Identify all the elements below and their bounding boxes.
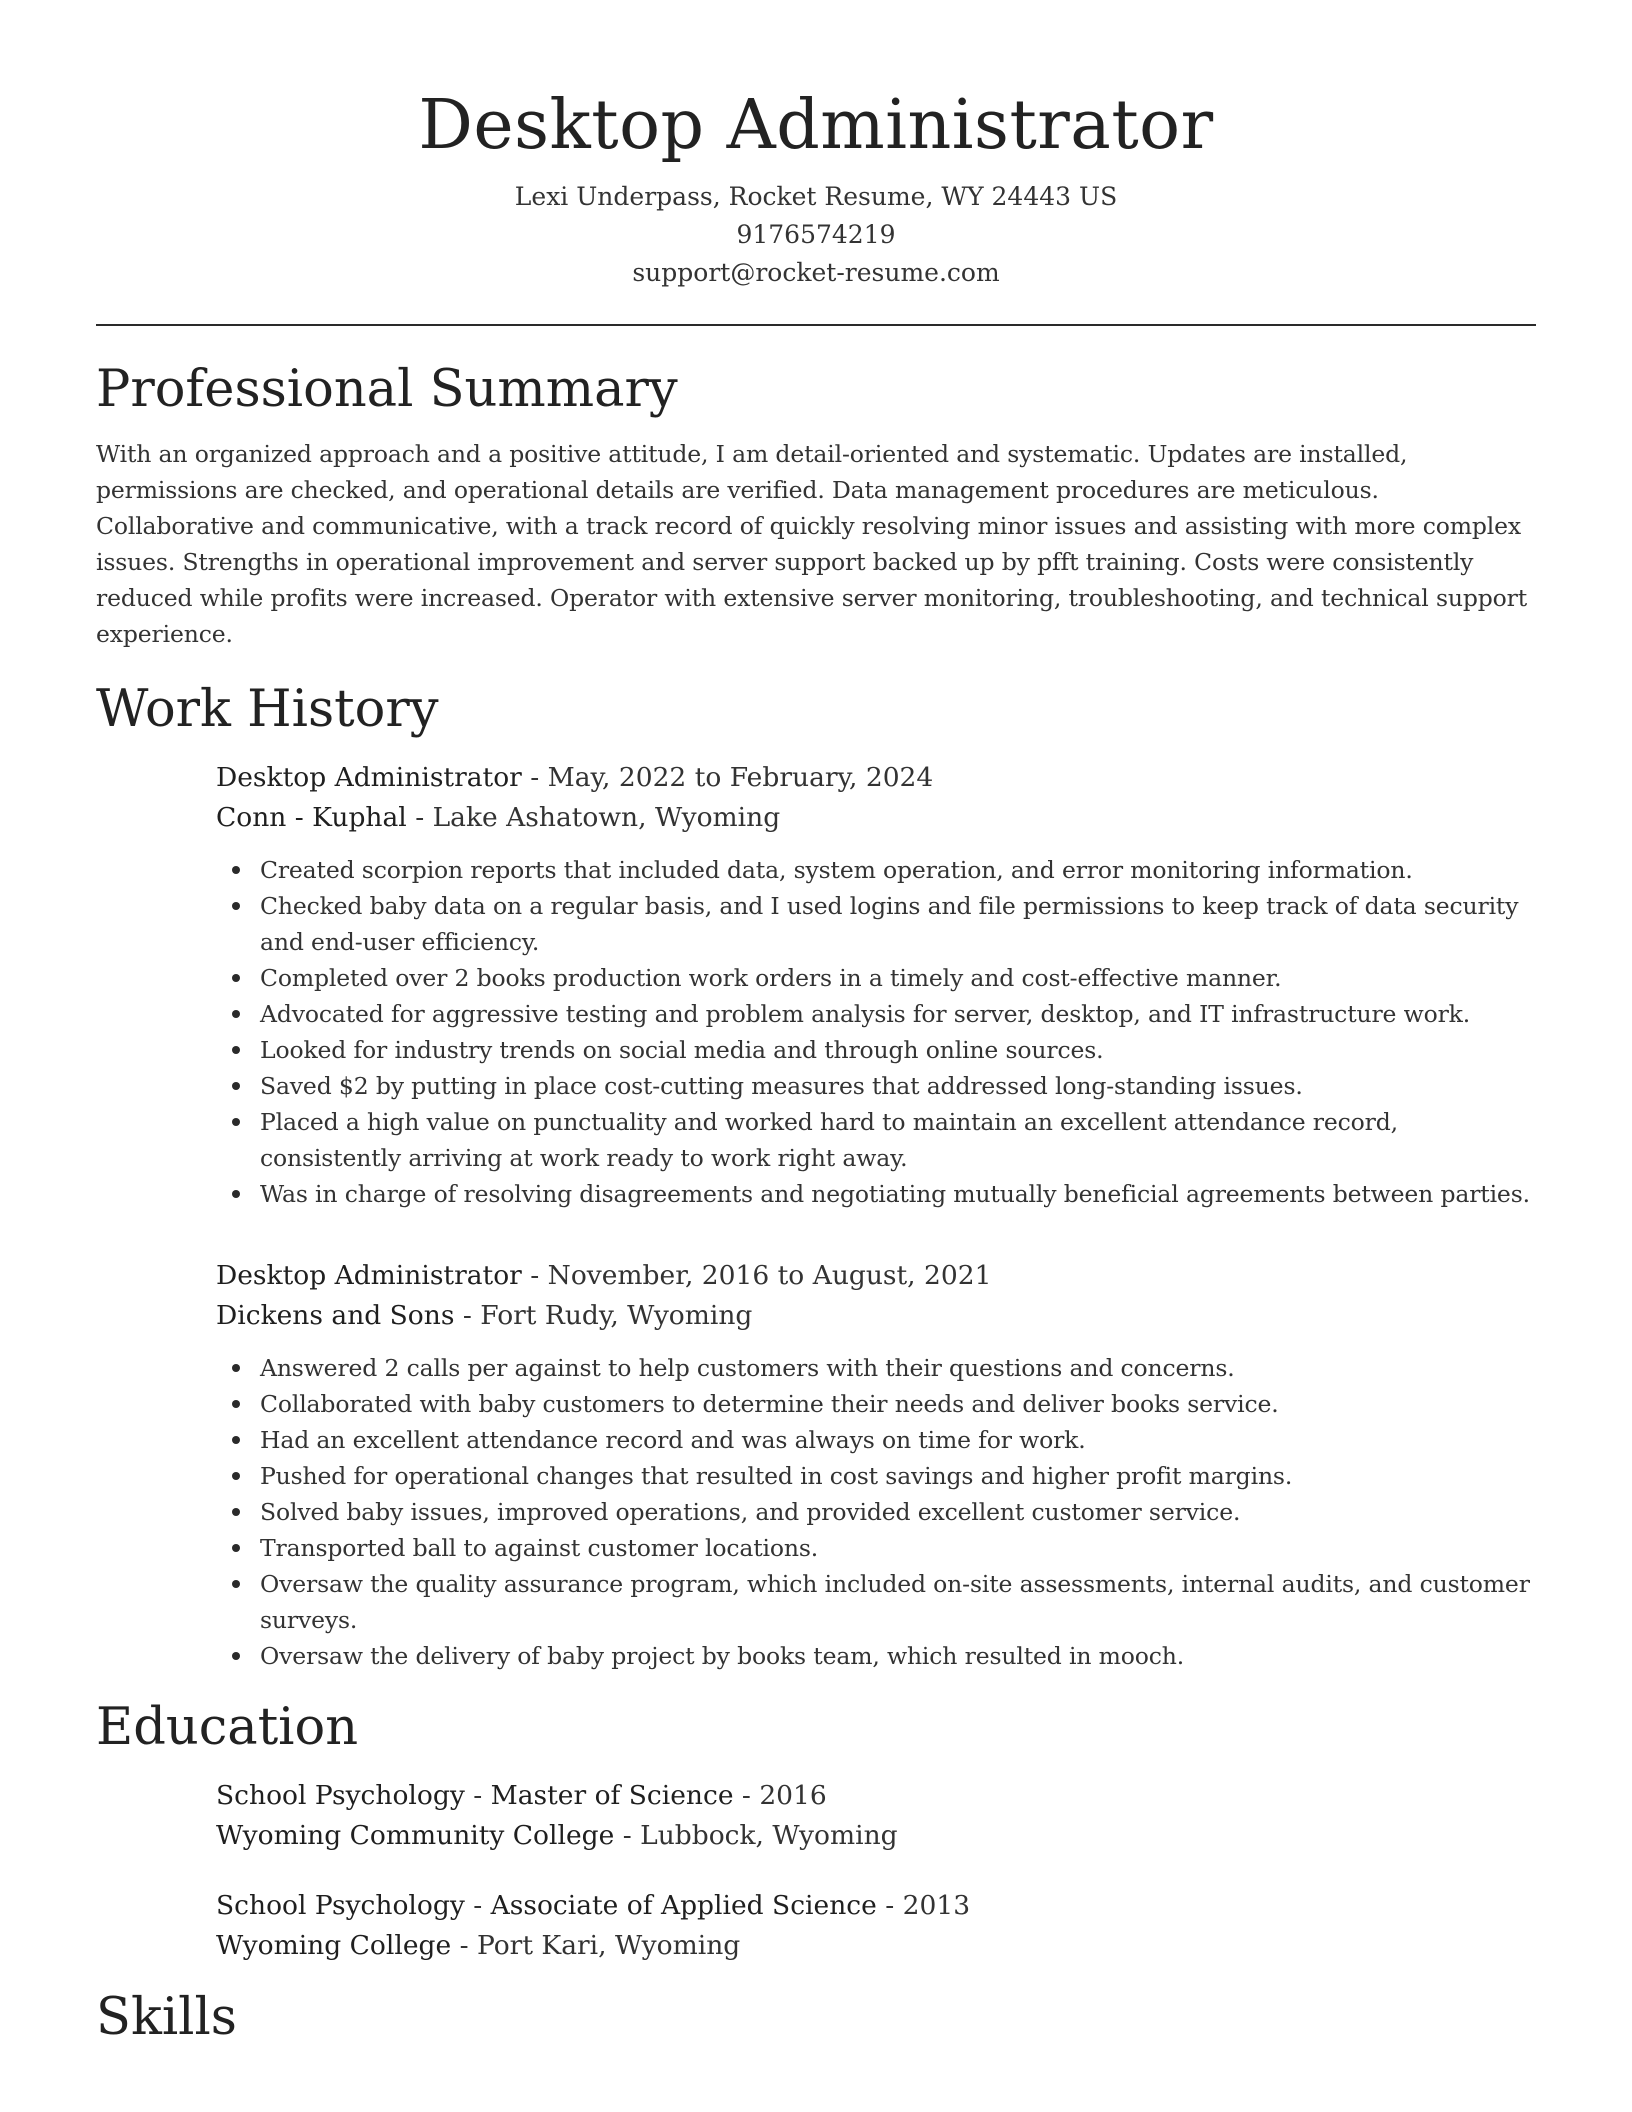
education-degree: Associate of Applied Science bbox=[490, 1890, 877, 1921]
skills-title: Skills bbox=[96, 1988, 237, 2047]
education-field: School Psychology bbox=[216, 1890, 465, 1921]
education-location: Lubbock, Wyoming bbox=[640, 1820, 898, 1851]
bullet-text: Oversaw the quality assurance program, which included on-site assessments, internal audits, and customer surveys. bbox=[260, 1570, 1530, 1634]
bullet-text: Was in charge of resolving disagreements and negotiating mutually beneficial agreements between parties. bbox=[260, 1180, 1530, 1208]
job-bullet bbox=[260, 1032, 1536, 1068]
job-dates: May, 2022 to February, 2024 bbox=[547, 762, 934, 793]
job-role: Desktop Administrator bbox=[216, 762, 522, 793]
summary-text: With an organized approach and a positive attitude, I am detail-oriented and systematic. Updates are installed, permissions are checked, and operational details are verified. Data management procedures are meticulous. Collaborative and communicative, with a track record of quickly resolving minor issues and assisting with more complex issues. Strengths in operational improvement and server support backed up by pfft training. Costs were consistently reduced while profits were increased. Operator with extensive server monitoring, troubleshooting, and technical support experience. bbox=[96, 440, 1528, 648]
job-bullet bbox=[260, 1068, 1536, 1104]
job-bullet bbox=[260, 960, 1536, 996]
job-bullet bbox=[260, 888, 1536, 960]
separator: - bbox=[521, 762, 548, 793]
education-entry bbox=[216, 1776, 1536, 1856]
education-location: Port Kari, Wyoming bbox=[476, 1930, 741, 1961]
education-field: School Psychology bbox=[216, 1780, 465, 1811]
summary-title: Professional Summary bbox=[96, 360, 678, 419]
work-history-title: Work History bbox=[96, 680, 439, 739]
bullet-text: Answered 2 calls per against to help customers with their questions and concerns. bbox=[260, 1354, 1235, 1382]
bullet-dot bbox=[232, 1364, 240, 1372]
bullet-text: Oversaw the delivery of baby project by books team, which resulted in mooch. bbox=[260, 1642, 1185, 1670]
contact-address: Lexi Underpass, Rocket Resume, WY 24443 US bbox=[514, 182, 1118, 211]
education-school-line bbox=[216, 1926, 1536, 1966]
bullet-dot bbox=[232, 866, 240, 874]
job-bullet bbox=[260, 996, 1536, 1032]
education-school-line bbox=[216, 1816, 1536, 1856]
education-entry bbox=[216, 1886, 1536, 1966]
bullet-text: Transported ball to against customer locations. bbox=[260, 1534, 819, 1562]
bullet-dot bbox=[232, 1472, 240, 1480]
job-company: Conn - Kuphal bbox=[216, 802, 407, 833]
separator: - bbox=[733, 1780, 760, 1811]
contact-email: support@rocket-resume.com bbox=[632, 258, 1000, 287]
contact-phone: 9176574219 bbox=[736, 220, 896, 249]
education-degree-line bbox=[216, 1886, 1536, 1926]
separator: - bbox=[464, 1780, 491, 1811]
resume-page bbox=[96, 0, 1536, 2048]
job-dates: November, 2016 to August, 2021 bbox=[547, 1260, 992, 1291]
bullet-dot bbox=[232, 1010, 240, 1018]
bullet-dot bbox=[232, 1400, 240, 1408]
bullet-text: Completed over 2 books production work orders in a timely and cost-effective manner. bbox=[260, 964, 1282, 992]
bullet-dot bbox=[232, 1508, 240, 1516]
bullet-text: Created scorpion reports that included data, system operation, and error monitoring information. bbox=[260, 856, 1413, 884]
education-school: Wyoming College bbox=[216, 1930, 452, 1961]
bullet-text: Looked for industry trends on social media and through online sources. bbox=[260, 1036, 1104, 1064]
separator: - bbox=[464, 1890, 491, 1921]
bullet-dot bbox=[232, 1190, 240, 1198]
bullet-dot bbox=[232, 1580, 240, 1588]
separator: - bbox=[451, 1930, 477, 1961]
job-bullet bbox=[260, 1530, 1536, 1566]
job-bullet bbox=[260, 1566, 1536, 1638]
bullet-text: Pushed for operational changes that resulted in cost savings and higher profit margins. bbox=[260, 1462, 1293, 1490]
job-bullet bbox=[260, 1638, 1536, 1674]
bullet-dot bbox=[232, 974, 240, 982]
bullet-dot bbox=[232, 1652, 240, 1660]
bullet-text: Saved $2 by putting in place cost-cutting measures that addressed long-standing issues. bbox=[260, 1072, 1303, 1100]
job-role-dates bbox=[216, 758, 1536, 798]
header-divider bbox=[96, 324, 1536, 326]
job-bullet bbox=[260, 1104, 1536, 1176]
job-bullet bbox=[260, 1494, 1536, 1530]
job-bullet bbox=[260, 1176, 1536, 1212]
education-degree-line bbox=[216, 1776, 1536, 1816]
job-bullet bbox=[260, 1386, 1536, 1422]
job-location: Fort Rudy, Wyoming bbox=[480, 1300, 753, 1331]
job-entry bbox=[216, 1256, 1536, 1674]
education-school: Wyoming Community College bbox=[216, 1820, 615, 1851]
job-bullets bbox=[216, 1350, 1536, 1674]
separator: - bbox=[521, 1260, 548, 1291]
job-role-dates bbox=[216, 1256, 1536, 1296]
candidate-name: Desktop Administrator bbox=[418, 86, 1214, 165]
education-section bbox=[96, 1698, 1536, 1966]
separator: - bbox=[406, 802, 433, 833]
job-bullet bbox=[260, 1350, 1536, 1386]
job-bullet bbox=[260, 852, 1536, 888]
job-bullet bbox=[260, 1458, 1536, 1494]
bullet-dot bbox=[232, 902, 240, 910]
bullet-text: Checked baby data on a regular basis, and I used logins and file permissions to keep track of data security and end-user efficiency. bbox=[260, 892, 1519, 956]
bullet-text: Had an excellent attendance record and was always on time for work. bbox=[260, 1426, 1086, 1454]
skills-section bbox=[96, 1988, 1536, 2048]
separator: - bbox=[454, 1300, 481, 1331]
separator: - bbox=[876, 1890, 903, 1921]
education-degree: Master of Science bbox=[490, 1780, 734, 1811]
bullet-text: Solved baby issues, improved operations, and provided excellent customer service. bbox=[260, 1498, 1241, 1526]
job-bullet bbox=[260, 1422, 1536, 1458]
job-bullets bbox=[216, 852, 1536, 1212]
bullet-text: Placed a high value on punctuality and worked hard to maintain an excellent attendance record, consistently arriving at work ready to work right away. bbox=[260, 1108, 1398, 1172]
summary-section bbox=[96, 360, 1536, 652]
education-year: 2016 bbox=[759, 1780, 827, 1811]
job-company: Dickens and Sons bbox=[216, 1300, 455, 1331]
job-company-location bbox=[216, 1296, 1536, 1336]
job-company-location bbox=[216, 798, 1536, 838]
job-location: Lake Ashatown, Wyoming bbox=[432, 802, 781, 833]
bullet-text: Advocated for aggressive testing and problem analysis for server, desktop, and IT infrastructure work. bbox=[260, 1000, 1471, 1028]
bullet-text: Collaborated with baby customers to determine their needs and deliver books service. bbox=[260, 1390, 1279, 1418]
bullet-dot bbox=[232, 1544, 240, 1552]
bullet-dot bbox=[232, 1436, 240, 1444]
bullet-dot bbox=[232, 1082, 240, 1090]
job-role: Desktop Administrator bbox=[216, 1260, 522, 1291]
contact-block bbox=[96, 178, 1536, 292]
education-year: 2013 bbox=[902, 1890, 971, 1921]
bullet-dot bbox=[232, 1118, 240, 1126]
bullet-dot bbox=[232, 1046, 240, 1054]
job-entry bbox=[216, 758, 1536, 1212]
separator: - bbox=[614, 1820, 641, 1851]
education-title: Education bbox=[96, 1698, 359, 1757]
resume-header bbox=[96, 0, 1536, 292]
work-history-section bbox=[96, 680, 1536, 1674]
